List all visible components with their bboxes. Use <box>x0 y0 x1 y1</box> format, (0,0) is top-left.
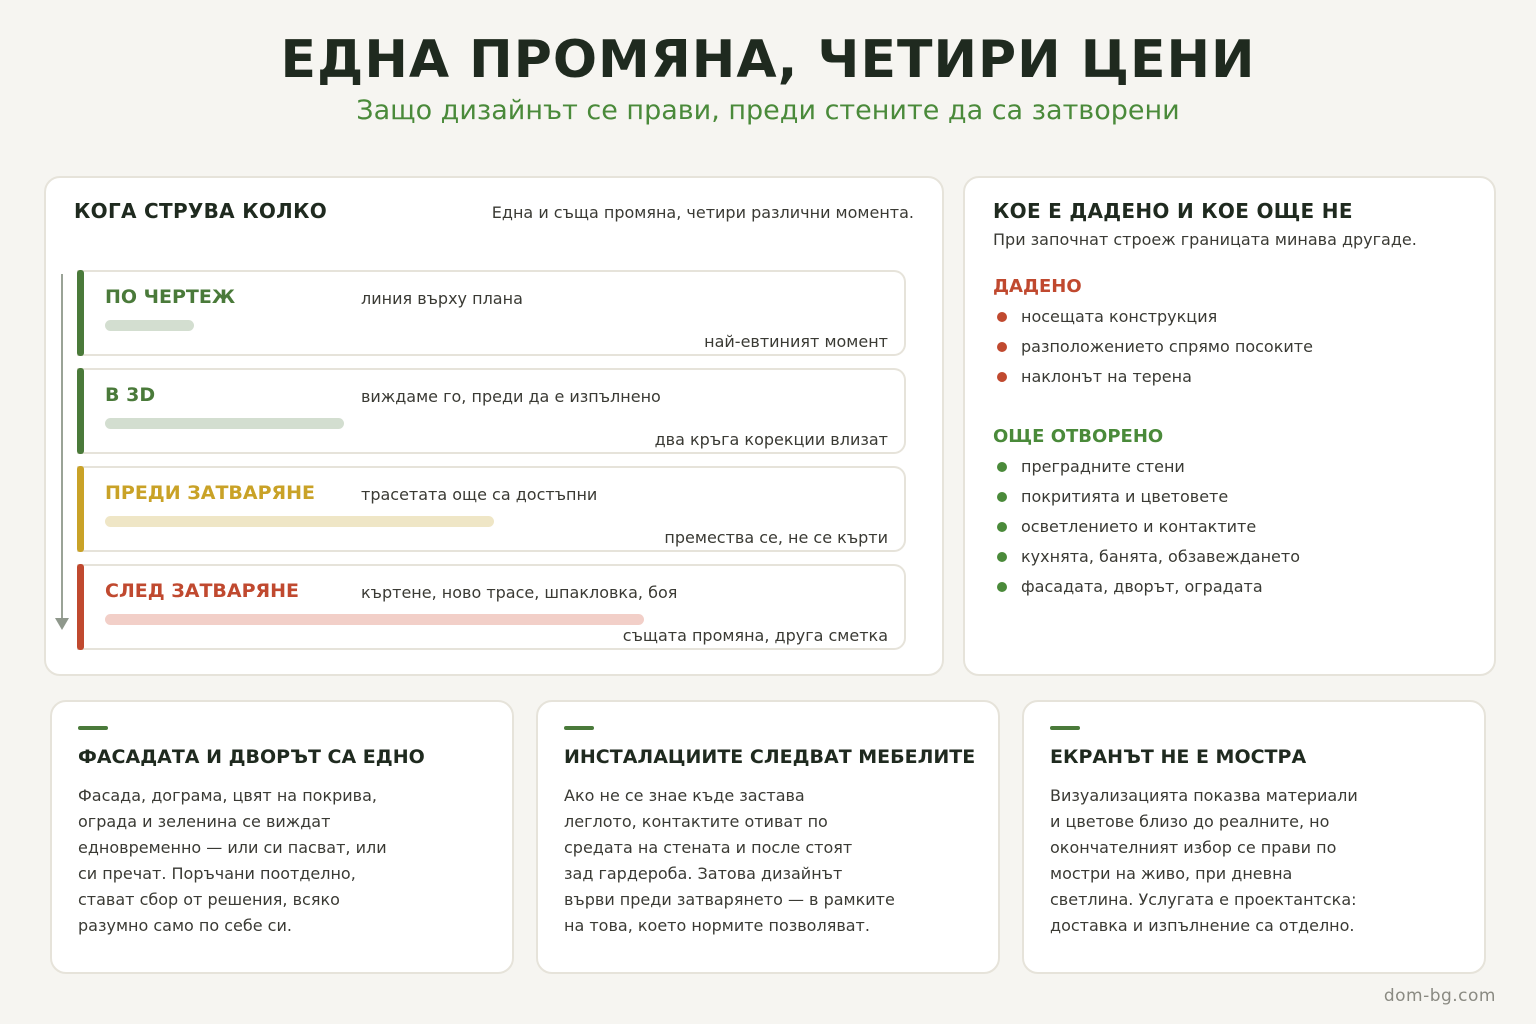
given-open-card <box>963 176 1496 676</box>
cost-timeline-card <box>44 176 944 676</box>
info-line: едновременно — или си пасват, или <box>78 838 387 857</box>
timeline-row-blueprint <box>77 270 906 356</box>
accent-line <box>78 726 108 730</box>
info-line: върви преди затварянето — в рамките <box>564 890 895 909</box>
row-label: В 3D <box>105 384 156 406</box>
accent-line <box>1050 726 1080 730</box>
site-link[interactable]: dom-bg.com <box>1383 986 1496 1006</box>
row-result: същата промяна, друга сметка <box>622 626 888 645</box>
timeline-row-before-closing <box>77 466 906 552</box>
list-item <box>995 332 1313 362</box>
info-line: ограда и зеленина се виждат <box>78 812 331 831</box>
list-item <box>995 572 1300 602</box>
info-line: средата на стената и после стоят <box>564 838 853 857</box>
list-item <box>995 362 1313 392</box>
info-card-body <box>78 783 498 939</box>
given-list <box>995 302 1313 392</box>
bullet-dot-icon <box>997 342 1007 352</box>
bullet-dot-icon <box>997 492 1007 502</box>
info-card-installations <box>536 700 1000 974</box>
row-result: най-евтиният момент <box>704 332 888 351</box>
info-card-title: ФАСАДАТА И ДВОРЪТ СА ЕДНО <box>78 746 425 768</box>
bullet-dot-icon <box>997 522 1007 532</box>
open-section-title: ОЩЕ ОТВОРЕНО <box>993 426 1164 447</box>
info-card-body <box>564 783 984 939</box>
list-item <box>995 482 1300 512</box>
info-card-body <box>1050 783 1470 939</box>
given-open-heading: КОЕ Е ДАДЕНО И КОЕ ОЩЕ НЕ <box>993 199 1353 223</box>
list-item-text: наклонът на терена <box>1021 367 1192 386</box>
page-subtitle: Защо дизайнът се прави, преди стените да са затворени <box>356 95 1180 126</box>
arrow-down-icon <box>55 618 69 630</box>
list-item <box>995 452 1300 482</box>
info-line: Ако не се знае къде застава <box>564 786 805 805</box>
info-line: стават сбор от решения, всяко <box>78 890 340 909</box>
list-item <box>995 512 1300 542</box>
list-item-text: покритията и цветовете <box>1021 487 1229 506</box>
info-line: леглото, контактите отиват по <box>564 812 828 831</box>
list-item-text: фасадата, дворът, оградата <box>1021 577 1263 596</box>
info-line: зад гардероба. Затова дизайнът <box>564 864 843 883</box>
info-card-title: ИНСТАЛАЦИИТЕ СЛЕДВАТ МЕБЕЛИТЕ <box>564 746 976 768</box>
list-item <box>995 302 1313 332</box>
timeline-heading: КОГА СТРУВА КОЛКО <box>74 199 328 223</box>
given-open-subtitle: При започнат строеж границата минава другаде. <box>993 230 1417 249</box>
info-line: доставка и изпълнение са отделно. <box>1050 916 1355 935</box>
list-item-text: осветлението и контактите <box>1021 517 1257 536</box>
info-line: окончателният избор се прави по <box>1050 838 1337 857</box>
cost-bar <box>105 418 344 429</box>
row-label: ПРЕДИ ЗАТВАРЯНЕ <box>105 482 316 504</box>
list-item-text: носещата конструкция <box>1021 307 1218 326</box>
row-description: линия върху плана <box>361 289 523 308</box>
page-title: ЕДНА ПРОМЯНА, ЧЕТИРИ ЦЕНИ <box>280 30 1256 90</box>
cost-bar <box>105 320 194 331</box>
bullet-dot-icon <box>997 582 1007 592</box>
timeline-row-3d <box>77 368 906 454</box>
info-line: Фасада, дограма, цвят на покрива, <box>78 786 377 805</box>
info-card-screen <box>1022 700 1486 974</box>
row-description: къртене, ново трасе, шпакловка, боя <box>361 583 678 602</box>
row-description: виждаме го, преди да е изпълнено <box>361 387 661 406</box>
row-result: премества се, не се кърти <box>664 528 888 547</box>
row-color-stripe <box>77 368 84 454</box>
list-item-text: разположението спрямо посоките <box>1021 337 1313 356</box>
info-card-title: ЕКРАНЪТ НЕ Е МОСТРА <box>1050 746 1307 768</box>
bullet-dot-icon <box>997 552 1007 562</box>
cost-bar <box>105 614 644 625</box>
bullet-dot-icon <box>997 372 1007 382</box>
list-item-text: преградните стени <box>1021 457 1185 476</box>
given-section-title: ДАДЕНО <box>993 276 1082 297</box>
timeline-axis <box>61 274 63 622</box>
row-color-stripe <box>77 564 84 650</box>
info-line: и цветове близо до реалните, но <box>1050 812 1330 831</box>
info-line: Визуализацията показва материали <box>1050 786 1358 805</box>
bullet-dot-icon <box>997 312 1007 322</box>
bullet-dot-icon <box>997 462 1007 472</box>
row-description: трасетата още са достъпни <box>361 485 598 504</box>
info-card-facade <box>50 700 514 974</box>
row-result: два кръга корекции влизат <box>654 430 888 449</box>
info-line: разумно само по себе си. <box>78 916 292 935</box>
info-line: мостри на живо, при дневна <box>1050 864 1293 883</box>
row-color-stripe <box>77 466 84 552</box>
info-line: си пречат. Поръчани поотделно, <box>78 864 356 883</box>
row-label: ПО ЧЕРТЕЖ <box>105 286 236 308</box>
list-item-text: кухнята, банята, обзавеждането <box>1021 547 1300 566</box>
row-label: СЛЕД ЗАТВАРЯНЕ <box>105 580 300 602</box>
timeline-row-after-closing <box>77 564 906 650</box>
timeline-note: Една и съща промяна, четири различни момента. <box>491 203 914 222</box>
cost-bar <box>105 516 494 527</box>
info-line: на това, което нормите позволяват. <box>564 916 870 935</box>
open-list <box>995 452 1300 602</box>
accent-line <box>564 726 594 730</box>
list-item <box>995 542 1300 572</box>
info-line: светлина. Услугата е проектантска: <box>1050 890 1357 909</box>
row-color-stripe <box>77 270 84 356</box>
